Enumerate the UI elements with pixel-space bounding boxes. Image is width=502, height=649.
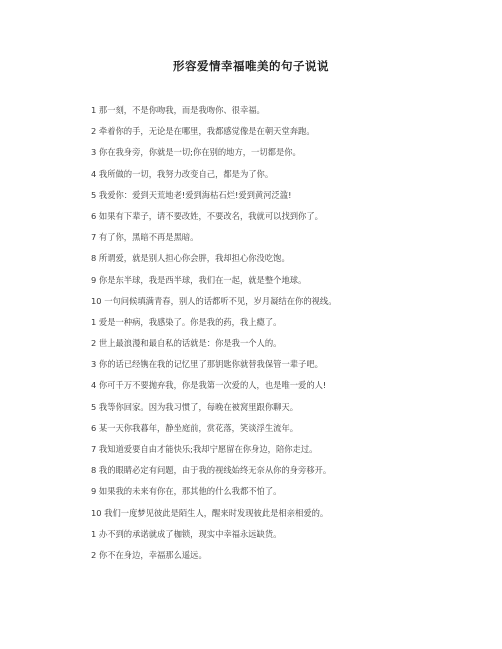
sentence-line: 4 我所做的一切，我努力改变自己，都是为了你。 xyxy=(91,168,274,179)
sentence-line: 10 我们一度梦见彼此是陌生人，醒来时发现彼此是相亲相爱的。 xyxy=(91,507,329,518)
sentence-line: 1 办不到的承诺就成了枷锁，现实中幸福永远缺货。 xyxy=(91,528,282,539)
sentence-line: 8 所谓爱，就是别人担心你会胖，我却担心你没吃饱。 xyxy=(91,253,290,264)
sentence-line: 1 爱是一种病，我感染了。你是我的药，我上瘾了。 xyxy=(91,316,282,327)
sentence-line: 7 有了你，黑暗不再是黑暗。 xyxy=(91,232,199,243)
sentence-line: 5 我等你回家。因为我习惯了，每晚在被窝里跟你聊天。 xyxy=(91,401,299,412)
sentence-line: 1 那一刻，不是你吻我，而是我吻你、很幸福。 xyxy=(91,105,265,115)
sentence-line: 2 世上最浪漫和最自私的话就是：你是我一个人的。 xyxy=(91,338,282,349)
sentence-list xyxy=(91,104,471,570)
sentence-line: 9 如果我的未来有你在，那其他的什么我都不怕了。 xyxy=(91,486,282,497)
sentence-line: 7 我知道爱要自由才能快乐;我却宁愿留在你身边，陪你走过。 xyxy=(91,444,318,454)
sentence-line: 5 我爱你：爱到天荒地老!爱到海枯石烂!爱到黄河泛滥! xyxy=(91,189,292,200)
sentence-line: 6 如果有下辈子，请不要改姓，不要改名，我就可以找到你了。 xyxy=(91,210,323,221)
sentence-line: 9 你是东半球，我是西半球，我们在一起，就是整个地球。 xyxy=(91,274,307,285)
sentence-line: 2 牵着你的手，无论是在哪里，我都感觉像是在朝天堂奔跑。 xyxy=(91,126,315,137)
sentence-line: 4 你可千万不要抛弃我，你是我第一次爱的人，也是唯一爱的人! xyxy=(91,380,327,391)
sentence-line: 10 一句问候填满青春，别人的话都听不见，岁月凝结在你的视线。 xyxy=(91,295,337,306)
sentence-line: 3 你的话已经镌在我的记忆里了那钥匙你就替我保管一辈子吧。 xyxy=(91,359,323,370)
sentence-line: 2 你不在身边，幸福那么遥远。 xyxy=(91,549,207,560)
sentence-line: 6 某一天你我暮年，静坐庭前，赏花落，笑谈浮生流年。 xyxy=(91,422,299,433)
sentence-line: 3 你在我身旁，你就是一切;你在别的地方，一切都是你。 xyxy=(91,147,301,158)
document-title: 形容爱情幸福唯美的句子说说 xyxy=(173,59,329,73)
sentence-line: 8 我的眼睛必定有问题，由于我的视线始终无奈从你的身旁移开。 xyxy=(91,465,332,476)
